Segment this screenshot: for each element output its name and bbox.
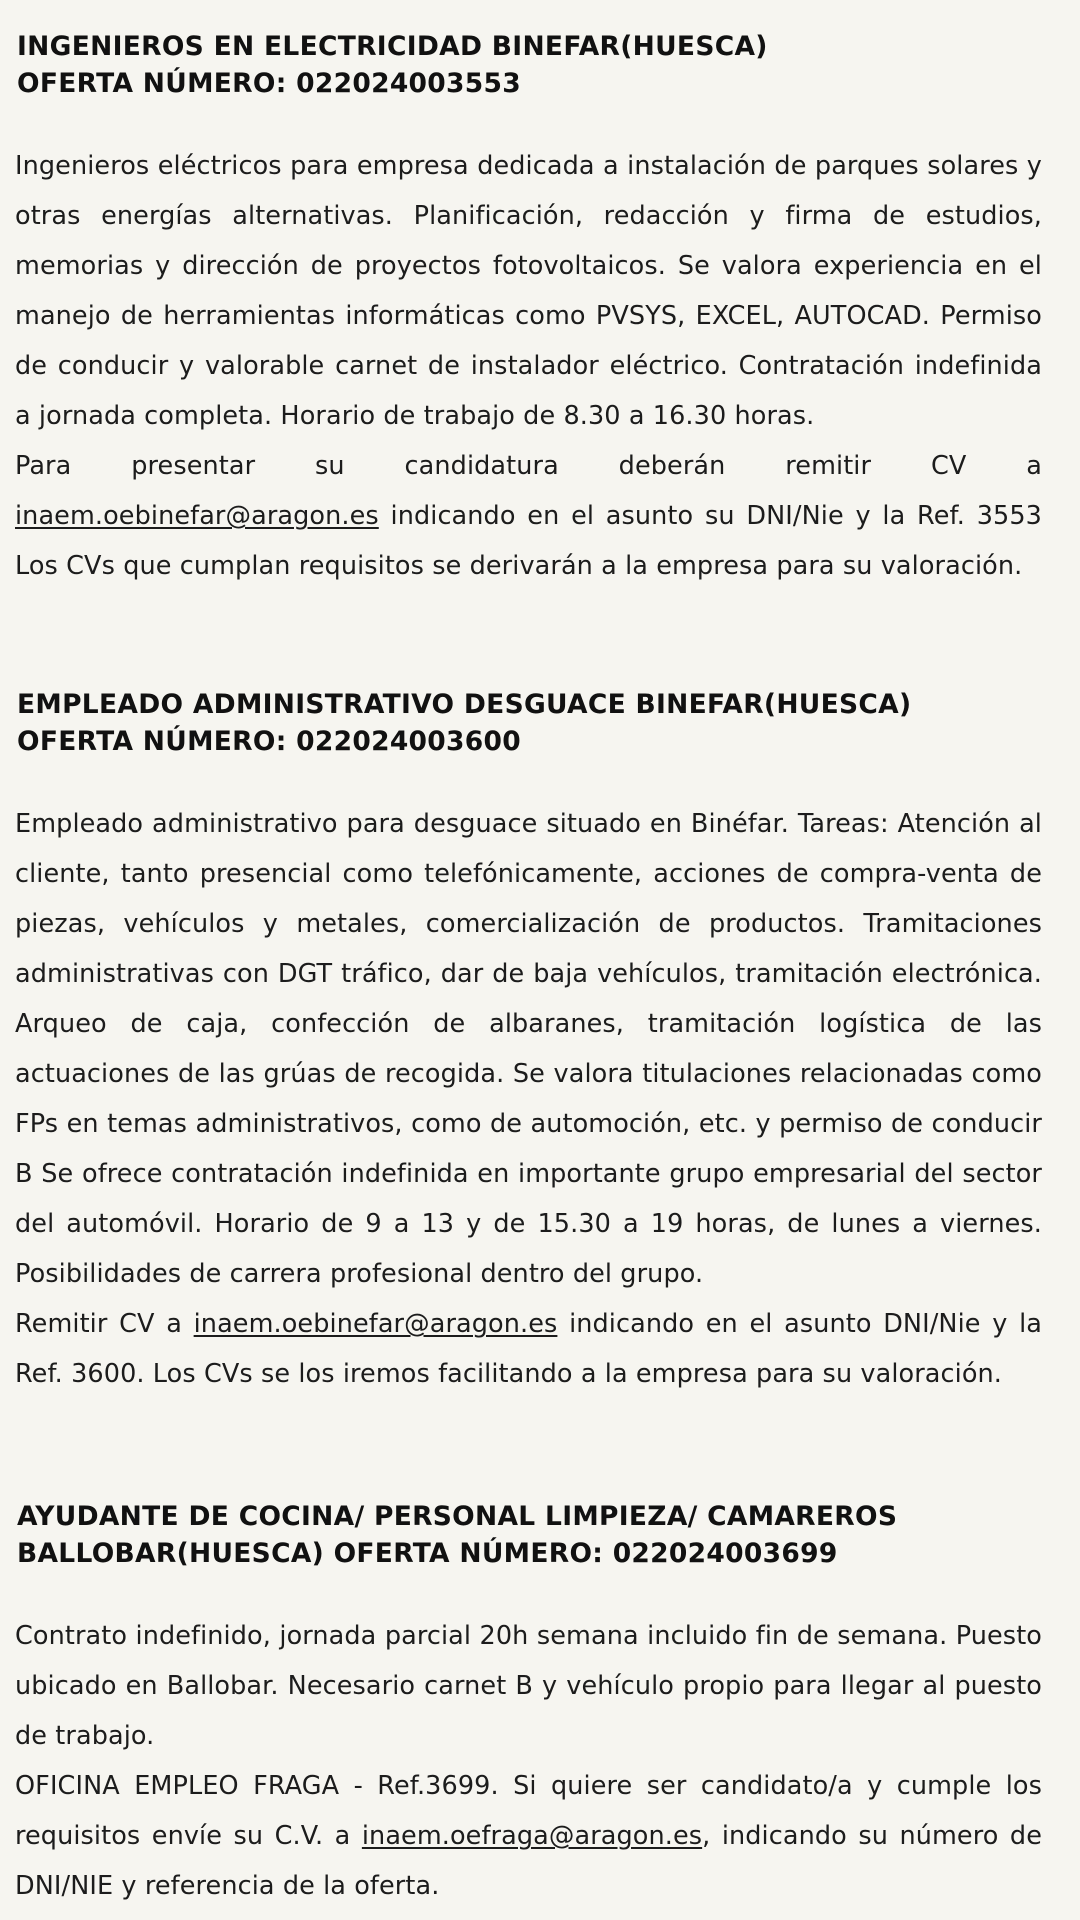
apply-text-before: Para presentar su candidatura deberán remitir CV a [15,451,1042,481]
apply-text-after: , indicando su número de DNI/NIE y referencia de la oferta. [15,1821,1042,1901]
contact-email-link[interactable]: inaem.oebinefar@aragon.es [193,1309,558,1339]
contact-email-link[interactable]: inaem.oebinefar@aragon.es [15,501,379,531]
contact-email-link[interactable]: inaem.oefraga@aragon.es [361,1821,703,1851]
apply-text-after: indicando en el asunto su DNI/Nie y la Ref. 3553 Los CVs que cumplan requisitos se derivarán a la empresa para su valoración. [15,501,1042,581]
apply-text-after: indicando en el asunto DNI/Nie y la Ref. 3600. Los CVs se los iremos facilitando a la empresa para su valoración. [15,1309,1042,1389]
apply-text-before: Remitir CV a [15,1309,194,1339]
offer-title-line: EMPLEADO ADMINISTRATIVO DESGUACE BINEFAR(HUESCA) [17,689,912,720]
offer-body [15,799,1042,1399]
offer-description: Contrato indefinido, jornada parcial 20h semana incluido fin de semana. Puesto ubicado en Ballobar. Necesario carnet B y vehículo propio para llegar al puesto de trabajo. [15,1621,1042,1751]
offer-title-line: AYUDANTE DE COCINA/ PERSONAL LIMPIEZA/ CAMAREROS [17,1501,898,1532]
offer-description: Empleado administrativo para desguace situado en Binéfar. Tareas: Atención al cliente, tanto presencial como telefónicamente, acciones de compra-venta de piezas, vehículos y metales, comercialización de productos. Tramitaciones administrativas con DGT tráfico, dar de baja vehículos, tramitación electrónica. Arqueo de caja, confección de albaranes, tramitación logística de las actuaciones de las grúas de recogida. Se valora titulaciones relacionadas como FPs en temas administrativos, como de automoción, etc. y permiso de conducir B Se ofrece contratación indefinida en importante grupo empresarial del sector del automóvil. Horario de 9 a 13 y de 15.30 a 19 horas, de lunes a viernes. Posibilidades de carrera profesional dentro del grupo. [15,809,1042,1289]
apply-text-before: OFICINA EMPLEO FRAGA - Ref.3699. Si quiere ser candidato/a y cumple los requisitos envíe su C.V. a [15,1771,1042,1851]
job-offer-card [15,1498,1042,1911]
offer-number: BALLOBAR(HUESCA) OFERTA NÚMERO: 022024003699 [17,1538,838,1569]
offer-number: OFERTA NÚMERO: 022024003553 [17,68,521,99]
job-offer-card [15,686,1042,1399]
offer-title [17,686,1042,760]
offer-body [15,141,1042,591]
offer-application-instructions [15,1761,1042,1911]
offer-body [15,1611,1042,1911]
job-offer-card [15,28,1042,591]
offer-number: OFERTA NÚMERO: 022024003600 [17,726,521,757]
offer-title [17,1498,1042,1572]
offer-application-instructions [15,441,1042,591]
offer-description: Ingenieros eléctricos para empresa dedicada a instalación de parques solares y otras energías alternativas. Planificación, redacción y firma de estudios, memorias y dirección de proyectos fotovoltaicos. Se valora experiencia en el manejo de herramientas informáticas como PVSYS, EXCEL, AUTOCAD. Permiso de conducir y valorable carnet de instalador eléctrico. Contratación indefinida a jornada completa. Horario de trabajo de 8.30 a 16.30 horas. [15,151,1042,431]
offer-title [17,28,1042,102]
offer-title-line: INGENIEROS EN ELECTRICIDAD BINEFAR(HUESCA) [17,31,768,62]
offer-application-instructions [15,1299,1042,1399]
